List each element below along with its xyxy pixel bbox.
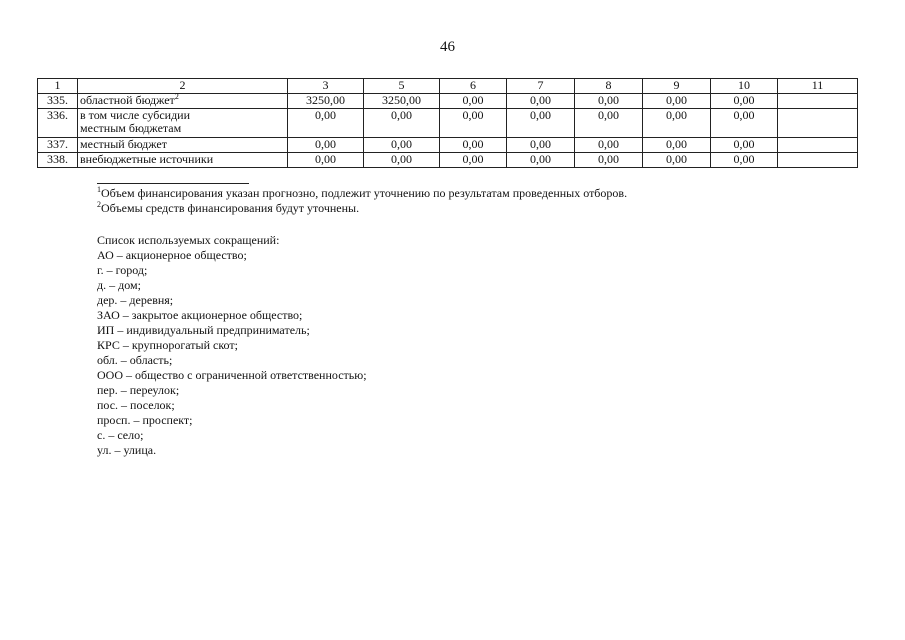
abbreviation-item: ООО – общество с ограниченной ответственностью; — [97, 368, 367, 382]
cell-value: 0,00 — [364, 109, 440, 138]
cell-value: 0,00 — [575, 94, 643, 109]
cell-value: 0,00 — [643, 138, 711, 153]
row-code: 335. — [38, 94, 78, 109]
abbreviation-item: просп. – проспект; — [97, 413, 193, 427]
cell-value: 0,00 — [288, 138, 364, 153]
row-name: местный бюджет — [78, 138, 288, 153]
cell-value — [778, 109, 858, 138]
cell-value: 0,00 — [575, 109, 643, 138]
abbreviation-item: г. – город; — [97, 263, 148, 277]
cell-value: 0,00 — [507, 109, 575, 138]
footnotes — [97, 186, 627, 216]
cell-value: 0,00 — [643, 94, 711, 109]
footnote-mark: 2 — [174, 92, 179, 101]
row-name: внебюджетные источники — [78, 153, 288, 168]
column-header: 11 — [778, 79, 858, 94]
row-code: 337. — [38, 138, 78, 153]
budget-table — [37, 78, 858, 168]
footnote: $^2$Объемы средств финансирования будут уточнены. — [97, 200, 360, 215]
page-number: 46 — [440, 39, 455, 55]
table-row — [38, 138, 858, 153]
column-header: 10 — [711, 79, 778, 94]
abbreviation-item: обл. – область; — [97, 353, 173, 367]
footnote-mark: 1 — [97, 185, 101, 194]
cell-value: 0,00 — [507, 153, 575, 168]
cell-value: 0,00 — [711, 138, 778, 153]
cell-value: 0,00 — [440, 138, 507, 153]
table-header-row — [38, 79, 858, 94]
cell-value: 0,00 — [643, 153, 711, 168]
cell-value: 0,00 — [507, 138, 575, 153]
cell-value: 0,00 — [440, 109, 507, 138]
cell-value: 0,00 — [440, 153, 507, 168]
table-row — [38, 153, 858, 168]
cell-value: 0,00 — [507, 94, 575, 109]
cell-value: 0,00 — [288, 109, 364, 138]
cell-value: 0,00 — [643, 109, 711, 138]
abbreviation-item: д. – дом; — [97, 278, 141, 292]
column-header: 3 — [288, 79, 364, 94]
cell-value: 0,00 — [440, 94, 507, 109]
abbreviation-item: пос. – поселок; — [97, 398, 175, 412]
abbreviation-item: АО – акционерное общество; — [97, 248, 247, 262]
abbreviation-item: КРС – крупнорогатый скот; — [97, 338, 238, 352]
abbreviation-item: ул. – улица. — [97, 443, 157, 457]
column-header: 9 — [643, 79, 711, 94]
footnote-divider — [97, 183, 249, 184]
footnote-mark: 2 — [97, 200, 101, 209]
cell-value: 0,00 — [711, 94, 778, 109]
cell-value: 0,00 — [575, 153, 643, 168]
abbreviation-item: ИП – индивидуальный предприниматель; — [97, 323, 310, 337]
cell-value: 3250,00 — [364, 94, 440, 109]
abbreviations-list — [97, 233, 367, 458]
column-header: 8 — [575, 79, 643, 94]
cell-value: 0,00 — [575, 138, 643, 153]
cell-value: 0,00 — [364, 138, 440, 153]
cell-value: 3250,00 — [288, 94, 364, 109]
row-code: 336. — [38, 109, 78, 138]
cell-value: 0,00 — [711, 109, 778, 138]
row-code: 338. — [38, 153, 78, 168]
cell-value: 0,00 — [364, 153, 440, 168]
abbreviation-item: дер. – деревня; — [97, 293, 174, 307]
cell-value: 0,00 — [288, 153, 364, 168]
column-header: 5 — [364, 79, 440, 94]
column-header: 6 — [440, 79, 507, 94]
column-header: 7 — [507, 79, 575, 94]
footnote: $^1$Объем финансирования указан прогнозно, подлежит уточнению по результатам проведенных отборов. — [97, 185, 628, 200]
abbreviation-item: с. – село; — [97, 428, 144, 442]
column-header: 2 — [78, 79, 288, 94]
abbreviation-item: ЗАО – закрытое акционерное общество; — [97, 308, 303, 322]
cell-value — [778, 138, 858, 153]
row-name: областной бюджет$^2$ — [78, 94, 288, 109]
row-name: в том числе субсидии местным бюджетам — [78, 109, 288, 138]
cell-value — [778, 153, 858, 168]
cell-value — [778, 94, 858, 109]
abbreviation-item: пер. – переулок; — [97, 383, 180, 397]
column-header: 1 — [38, 79, 78, 94]
table-row — [38, 109, 858, 138]
abbreviations-title: Список используемых сокращений: — [97, 233, 280, 247]
cell-value: 0,00 — [711, 153, 778, 168]
table-row — [38, 94, 858, 109]
